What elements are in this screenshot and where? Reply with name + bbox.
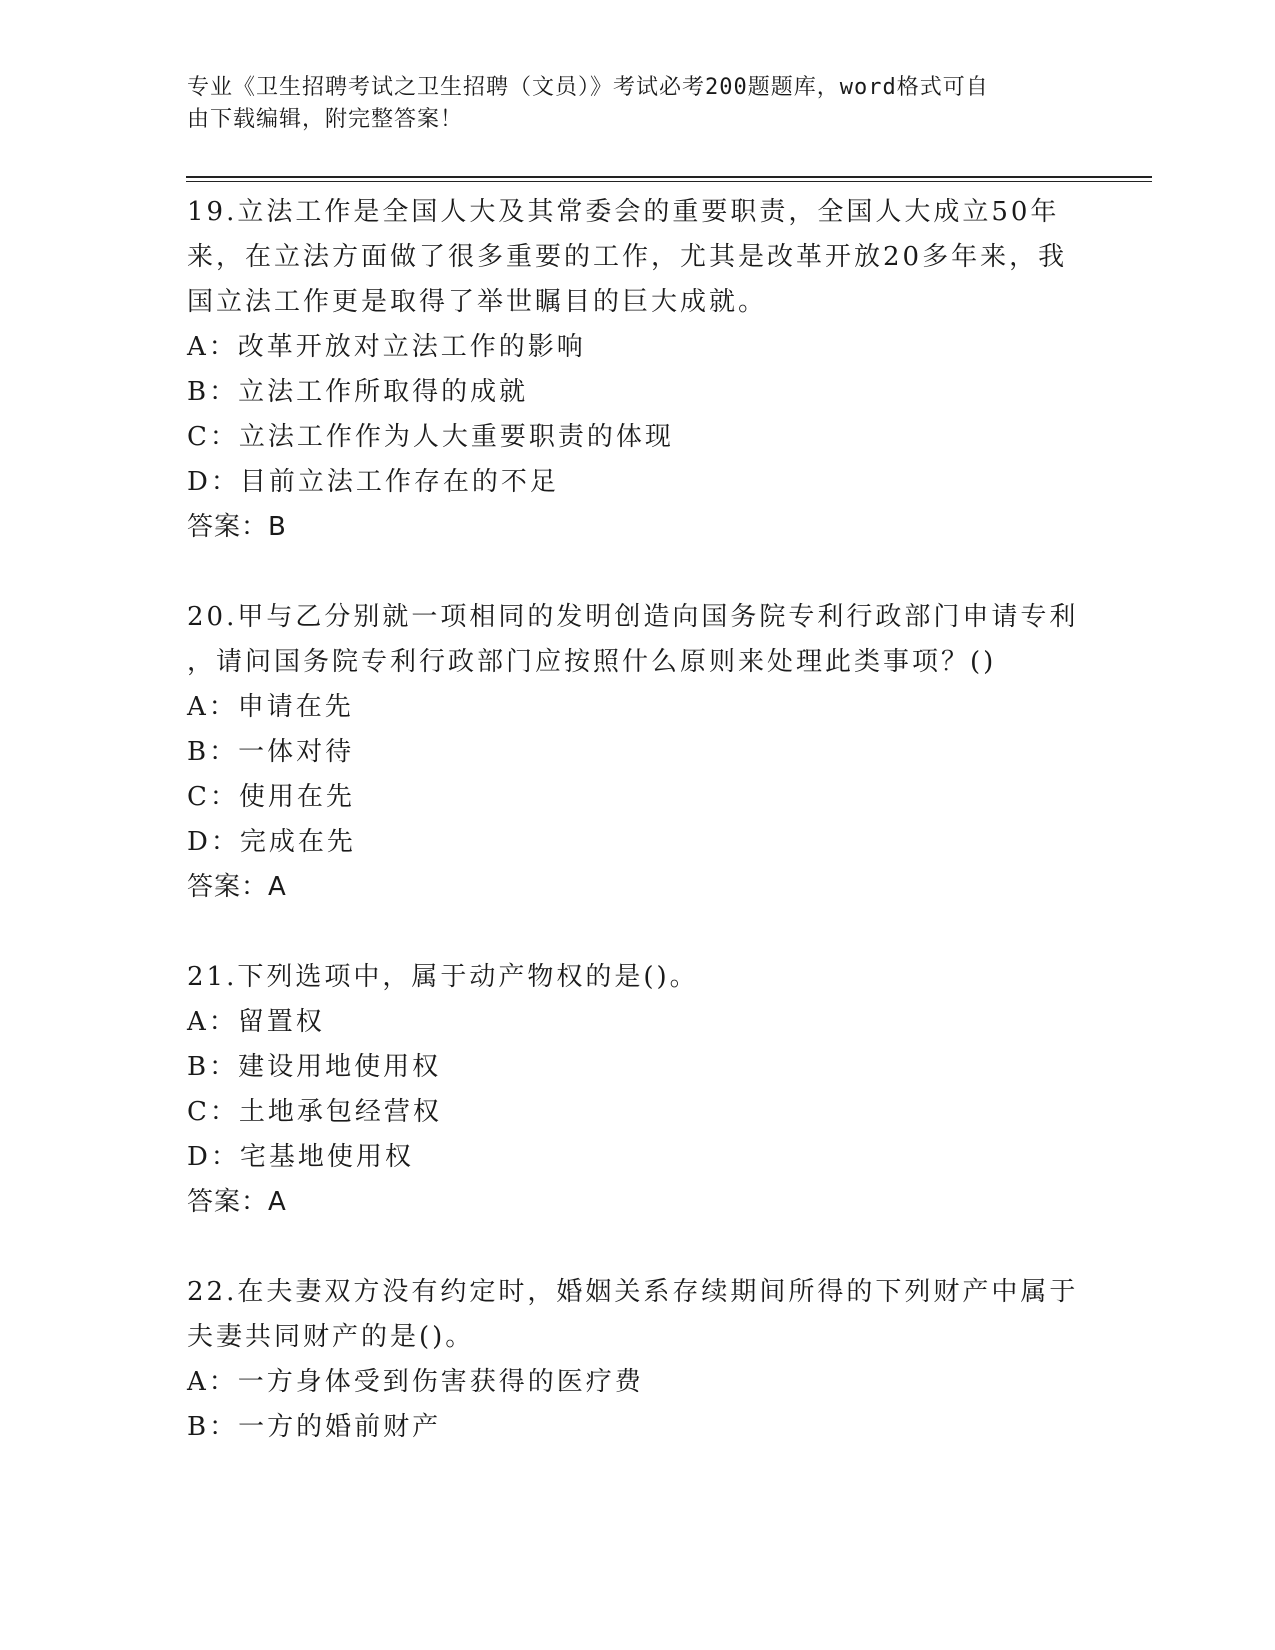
answer-line: 答案：B [187,512,287,542]
question-stem-line: 19.立法工作是全国人大及其常委会的重要职责，全国人大成立50年 [187,197,1060,227]
question-22 [187,1270,1087,1450]
question-stem-line: 20.甲与乙分别就一项相同的发明创造向国务院专利行政部门申请专利 [187,602,1079,632]
option-b: B：立法工作所取得的成就 [187,377,529,407]
answer-line: 答案：A [187,1187,287,1217]
option-b: B：建设用地使用权 [187,1052,442,1082]
question-20 [187,595,1087,910]
header-divider-thin [186,181,1152,182]
question-stem-line: ，请问国务院专利行政部门应按照什么原则来处理此类事项？() [187,647,997,677]
header-line-1: 专业《卫生招聘考试之卫生招聘（文员）》考试必考200题题库，word格式可自 [187,75,989,100]
option-d: D：目前立法工作存在的不足 [187,467,559,497]
header-line-2: 由下载编辑，附完整答案！ [187,107,464,132]
option-a: A：改革开放对立法工作的影响 [187,332,586,362]
option-b: B：一方的婚前财产 [187,1412,442,1442]
option-c: C：立法工作作为人大重要职责的体现 [187,422,674,452]
option-a: A：一方身体受到伤害获得的医疗费 [187,1367,644,1397]
header-divider-thick [186,176,1152,178]
question-21 [187,955,1087,1225]
question-list [187,190,1087,1450]
answer-line: 答案：A [187,872,287,902]
question-stem-line: 夫妻共同财产的是()。 [187,1322,475,1352]
question-19 [187,190,1087,550]
option-d: D：宅基地使用权 [187,1142,414,1172]
option-d: D：完成在先 [187,827,356,857]
question-stem-line: 22.在夫妻双方没有约定时，婚姻关系存续期间所得的下列财产中属于 [187,1277,1079,1307]
option-c: C：使用在先 [187,782,355,812]
document-header [187,72,1067,136]
question-stem-line: 来，在立法方面做了很多重要的工作，尤其是改革开放20多年来，我 [187,242,1068,272]
option-b: B：一体对待 [187,737,355,767]
question-stem-line: 21.下列选项中，属于动产物权的是()。 [187,962,699,992]
option-c: C：土地承包经营权 [187,1097,442,1127]
question-stem-line: 国立法工作更是取得了举世瞩目的巨大成就。 [187,287,768,317]
option-a: A：留置权 [187,1007,325,1037]
option-a: A：申请在先 [187,692,354,722]
